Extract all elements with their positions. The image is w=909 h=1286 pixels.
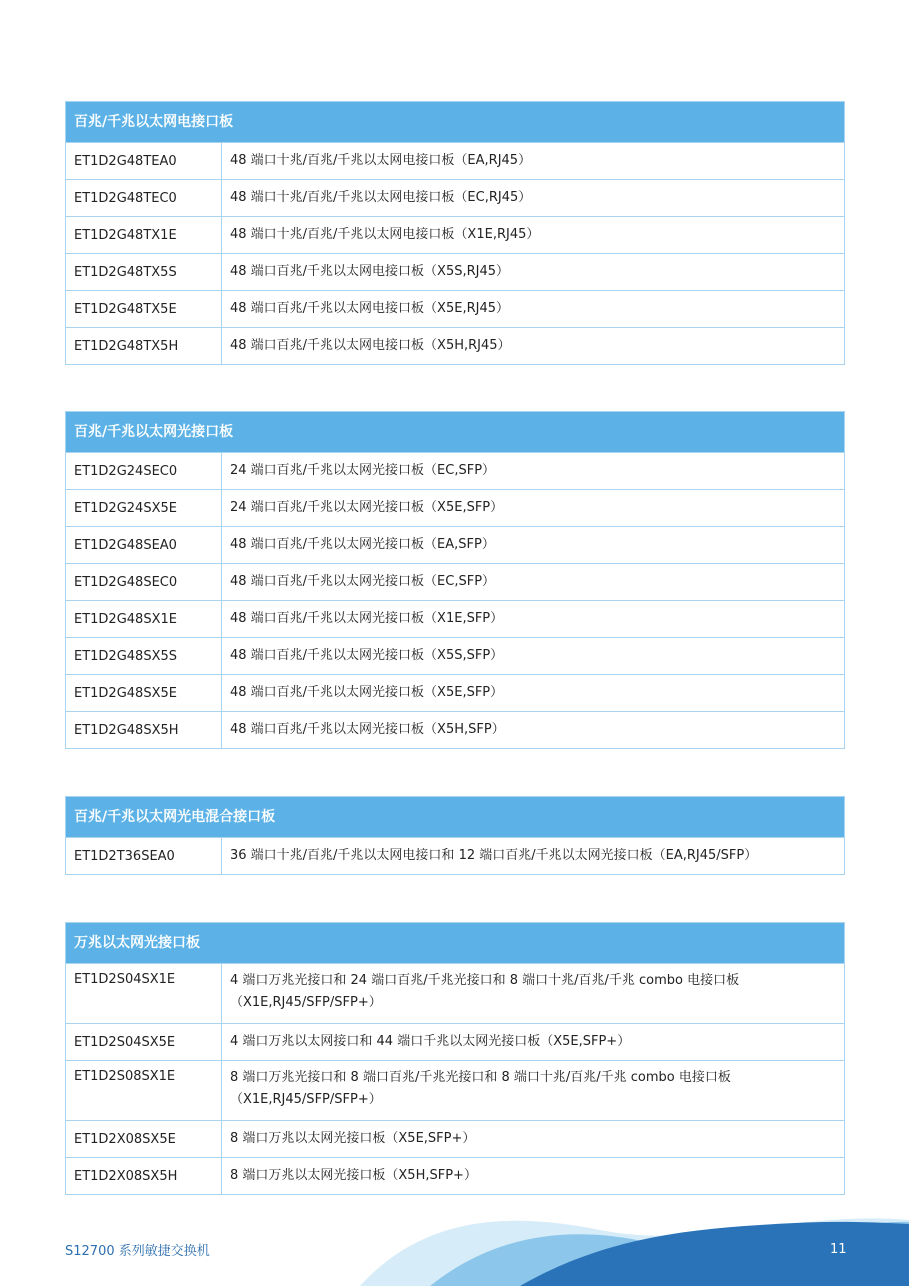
description-cell: 48 端口百兆/千兆以太网光接口板（X1E,SFP） — [230, 611, 504, 626]
model-cell: ET1D2G24SEC0 — [66, 453, 222, 489]
table-title: 百兆/千兆以太网光电混合接口板 — [66, 797, 844, 837]
table-row — [66, 600, 844, 637]
model-cell: ET1D2G48TX5H — [66, 328, 222, 364]
table-title: 万兆以太网光接口板 — [66, 923, 844, 963]
description-cell: 48 端口百兆/千兆以太网光接口板（EC,SFP） — [230, 574, 496, 589]
table-row — [66, 216, 844, 253]
table-hybrid-interface-boards — [65, 796, 845, 875]
table-title: 百兆/千兆以太网光接口板 — [66, 412, 844, 452]
table-row — [66, 452, 844, 489]
model-cell: ET1D2X08SX5H — [66, 1158, 222, 1194]
description-line: 8 端口万兆光接口和 8 端口百兆/千兆光接口和 8 端口十兆/百兆/千兆 combo 电接口板 — [230, 1070, 731, 1085]
table-row — [66, 1120, 844, 1157]
model-cell: ET1D2G48SEC0 — [66, 564, 222, 600]
description-cell: 48 端口百兆/千兆以太网光接口板（X5E,SFP） — [230, 685, 504, 700]
model-cell: ET1D2G48TX5S — [66, 254, 222, 290]
table-row — [66, 290, 844, 327]
model-cell: ET1D2S04SX1E — [66, 964, 222, 1023]
model-cell: ET1D2G48TEA0 — [66, 143, 222, 179]
table-row — [66, 1023, 844, 1060]
model-cell: ET1D2G48TX1E — [66, 217, 222, 253]
table-row — [66, 179, 844, 216]
description-cell: 24 端口百兆/千兆以太网光接口板（EC,SFP） — [230, 463, 496, 478]
table-row — [66, 711, 844, 748]
model-cell: ET1D2S04SX5E — [66, 1024, 222, 1060]
description-cell: 48 端口百兆/千兆以太网电接口板（X5E,RJ45） — [230, 301, 509, 316]
table-row — [66, 526, 844, 563]
description-cell: 48 端口百兆/千兆以太网光接口板（X5H,SFP） — [230, 722, 505, 737]
table-electrical-interface-boards — [65, 101, 845, 365]
table-optical-interface-boards — [65, 411, 845, 749]
description-cell: 48 端口十兆/百兆/千兆以太网电接口板（X1E,RJ45） — [230, 227, 540, 242]
description-cell: 48 端口十兆/百兆/千兆以太网电接口板（EC,RJ45） — [230, 190, 532, 205]
model-cell: ET1D2T36SEA0 — [66, 838, 222, 874]
table-title: 百兆/千兆以太网电接口板 — [66, 102, 844, 142]
description-cell: 36 端口十兆/百兆/千兆以太网电接口和 12 端口百兆/千兆以太网光接口板（EA,RJ45/SFP） — [230, 848, 758, 863]
description-cell: 8 端口万兆以太网光接口板（X5H,SFP+） — [230, 1168, 477, 1183]
description-cell — [222, 964, 844, 1023]
table-row — [66, 637, 844, 674]
model-cell: ET1D2S08SX1E — [66, 1061, 222, 1120]
table-row — [66, 1157, 844, 1194]
description-cell: 48 端口百兆/千兆以太网电接口板（X5H,RJ45） — [230, 338, 511, 353]
table-row — [66, 253, 844, 290]
model-cell: ET1D2G48SX5E — [66, 675, 222, 711]
model-cell: ET1D2G48SEA0 — [66, 527, 222, 563]
model-cell: ET1D2G48SX5S — [66, 638, 222, 674]
description-cell: 48 端口十兆/百兆/千兆以太网电接口板（EA,RJ45） — [230, 153, 532, 168]
description-cell — [222, 1061, 844, 1120]
description-cell: 24 端口百兆/千兆以太网光接口板（X5E,SFP） — [230, 500, 504, 515]
table-row — [66, 837, 844, 874]
table-row — [66, 963, 844, 1023]
description-cell: 8 端口万兆以太网光接口板（X5E,SFP+） — [230, 1131, 476, 1146]
table-10g-optical-interface-boards — [65, 922, 845, 1195]
description-cell: 4 端口万兆以太网接口和 44 端口千兆以太网光接口板（X5E,SFP+） — [230, 1034, 631, 1049]
table-row — [66, 327, 844, 364]
page-number: 11 — [830, 1242, 847, 1257]
table-row — [66, 1060, 844, 1120]
model-cell: ET1D2G48SX1E — [66, 601, 222, 637]
model-cell: ET1D2G48TX5E — [66, 291, 222, 327]
footer-product-name: S12700 系列敏捷交换机 — [65, 1244, 210, 1259]
model-cell: ET1D2G24SX5E — [66, 490, 222, 526]
description-line: （X1E,RJ45/SFP/SFP+） — [230, 995, 382, 1010]
description-cell: 48 端口百兆/千兆以太网电接口板（X5S,RJ45） — [230, 264, 510, 279]
model-cell: ET1D2G48TEC0 — [66, 180, 222, 216]
table-row — [66, 563, 844, 600]
model-cell: ET1D2G48SX5H — [66, 712, 222, 748]
table-row — [66, 674, 844, 711]
model-cell: ET1D2X08SX5E — [66, 1121, 222, 1157]
description-line: （X1E,RJ45/SFP/SFP+） — [230, 1092, 382, 1107]
description-cell: 48 端口百兆/千兆以太网光接口板（EA,SFP） — [230, 537, 495, 552]
description-line: 4 端口万兆光接口和 24 端口百兆/千兆光接口和 8 端口十兆/百兆/千兆 combo 电接口板 — [230, 973, 740, 988]
table-row — [66, 142, 844, 179]
table-row — [66, 489, 844, 526]
description-cell: 48 端口百兆/千兆以太网光接口板（X5S,SFP） — [230, 648, 504, 663]
